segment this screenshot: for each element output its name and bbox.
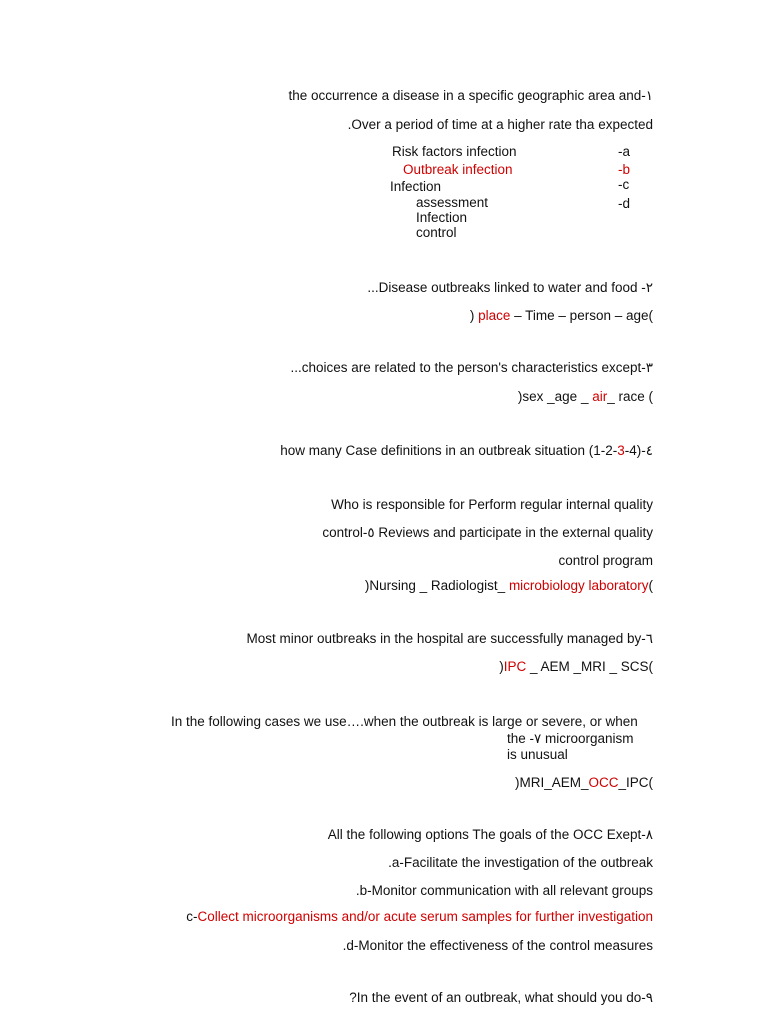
q1-option-c-text: Infection [390, 179, 442, 194]
q6-answer-line [499, 659, 653, 675]
q3-answer-post: _ race ( [607, 389, 653, 404]
q1-option-d-text-2: Infection [416, 210, 468, 225]
q4-question-line [280, 443, 653, 459]
q1-option-a-letter: -a [618, 144, 631, 159]
q1-line1: the occurrence a disease in a specific geographic area and-١ [288, 88, 653, 103]
q3-answer-pre: )sex _age _ [517, 389, 593, 404]
q5-line2: control-٥ Reviews and participate in the external quality [322, 525, 653, 540]
q1-option-d-letter: -d [618, 196, 631, 211]
q4-pre: how many Case definitions in an outbreak situation (1-2- [280, 443, 618, 458]
q2-answer-line [470, 308, 653, 324]
q6-correct-answer: IPC [503, 659, 527, 674]
q6-question: Most minor outbreaks in the hospital are successfully managed by-٦ [246, 631, 653, 646]
q5-answer-post: ( [648, 578, 653, 593]
q4-correct-answer: 3 [617, 443, 625, 458]
q5-correct-answer: microbiology laboratory [508, 578, 649, 593]
q7-line3: is unusual [507, 747, 568, 762]
q7-line1: In the following cases we use….when the outbreak is large or severe, or when [171, 714, 638, 729]
q8-option-a: .a-Facilitate the investigation of the outbreak [388, 855, 653, 870]
q1-option-a-text: Risk factors infection [392, 144, 517, 159]
q5-line1: Who is responsible for Perform regular internal quality [331, 497, 653, 512]
q8-option-c-prefix: c- [186, 909, 198, 924]
q1-line2: .Over a period of time at a higher rate tha expected [347, 117, 653, 132]
q1-option-c-letter: -c [618, 177, 630, 192]
q1-option-b-letter: -b [618, 162, 631, 177]
q4-post: -4)-٤ [624, 443, 653, 458]
q1-option-d-text-1: assessment [416, 195, 489, 210]
q6-answer-open: ) [499, 659, 504, 674]
q8-correct-answer: Collect microorganisms and/or acute serum samples for further investigation [197, 909, 653, 924]
q3-answer-line [518, 389, 653, 405]
q6-answer-rest: _ AEM _MRI _ SCS( [526, 659, 653, 674]
q1-option-d-text-3: control [416, 225, 457, 240]
q5-answer-pre: )Nursing _ Radiologist_ [364, 578, 509, 593]
q2-correct-answer: place [478, 308, 511, 323]
q1-option-b-text: Outbreak infection [403, 162, 513, 177]
q8-option-c-line [186, 909, 653, 925]
q7-line2: the -٧ microorganism [507, 731, 634, 746]
q9-question: ?In the event of an outbreak, what should you do-٩ [349, 990, 653, 1005]
q2-answer-open: ) [469, 308, 479, 323]
q3-question: ...choices are related to the person's characteristics except-٣ [290, 360, 653, 375]
q7-correct-answer: OCC [588, 775, 619, 790]
q8-option-d: .d-Monitor the effectiveness of the control measures [342, 938, 653, 953]
q3-correct-answer: air [592, 389, 608, 404]
q5-line3: control program [558, 553, 653, 568]
q8-option-b: .b-Monitor communication with all relevant groups [355, 883, 653, 898]
q7-answer-pre: )MRI_AEM_ [514, 775, 589, 790]
q7-answer-post: _IPC( [618, 775, 653, 790]
q2-question: ...Disease outbreaks linked to water and food -٢ [367, 280, 653, 295]
q8-question: All the following options The goals of the OCC Exept-٨ [327, 827, 653, 842]
q2-answer-rest: – Time – person – age( [510, 308, 653, 323]
q7-answer-line [515, 775, 653, 791]
q5-answer-line [365, 578, 653, 594]
